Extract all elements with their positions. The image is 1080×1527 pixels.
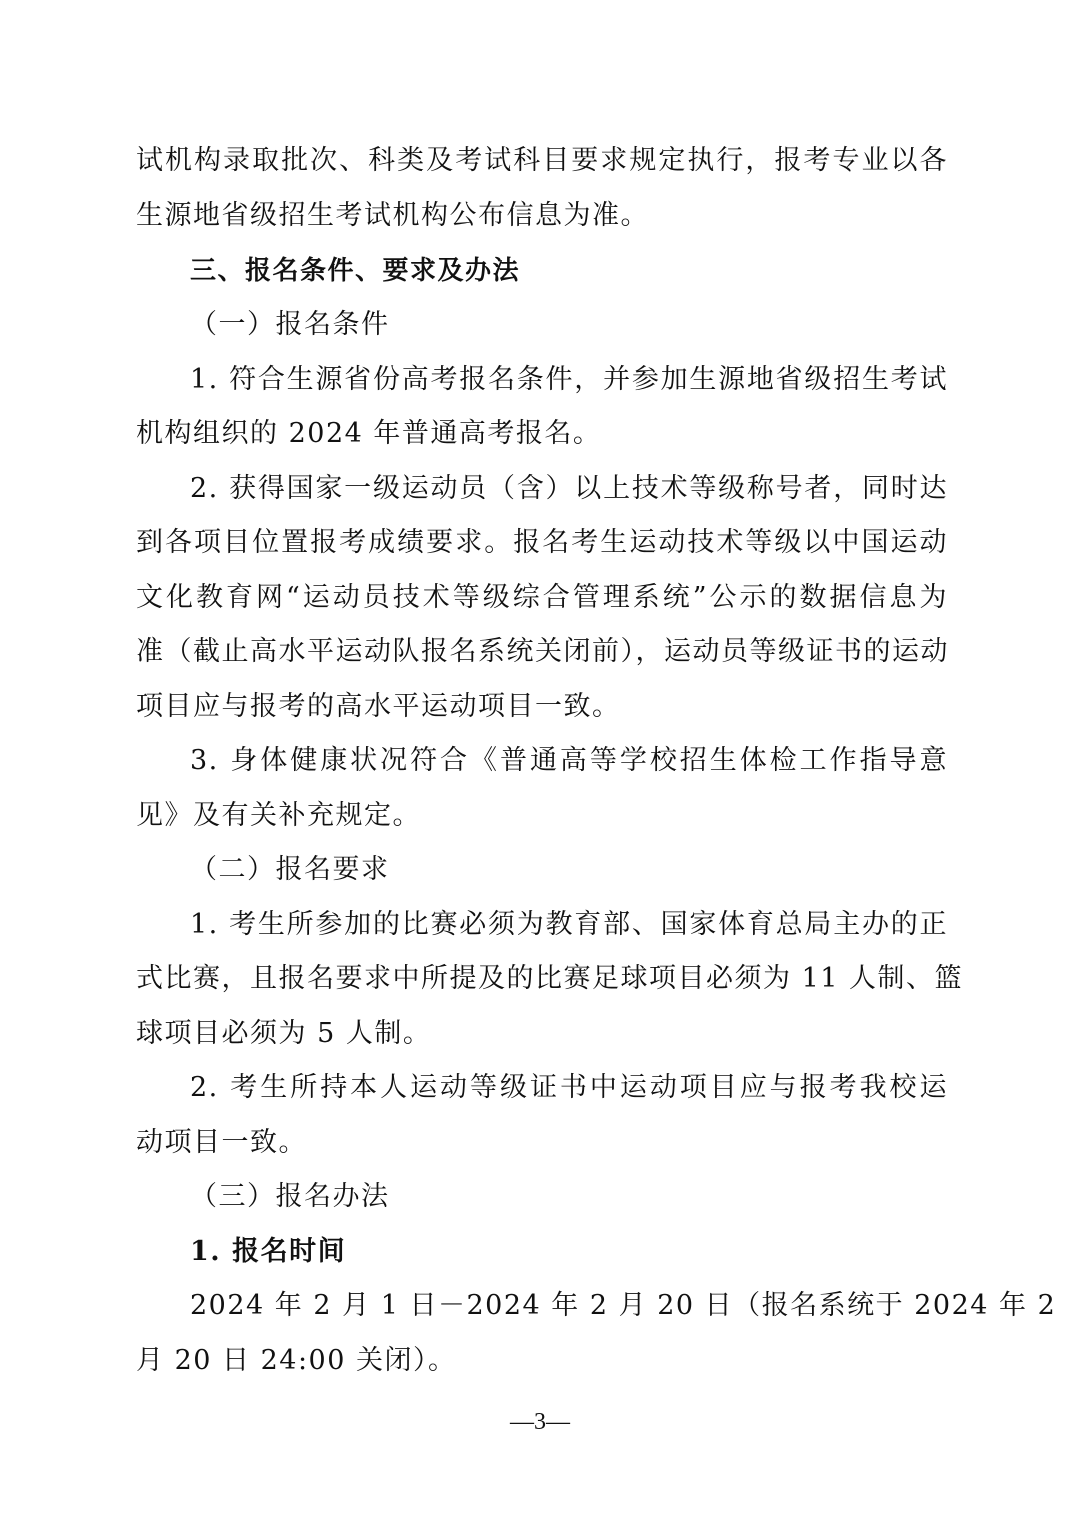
paragraph-line: 2. 获得国家一级运动员（含）以上技术等级称号者，同时达: [190, 473, 948, 504]
paragraph-line: 生源地省级招生考试机构公布信息为准。: [136, 200, 649, 231]
paragraph-line: 项目应与报考的高水平运动项目一致。: [136, 691, 621, 722]
paragraph-line: 2. 考生所持本人运动等级证书中运动项目应与报考我校运: [190, 1072, 948, 1103]
paragraph-line: 到各项目位置报考成绩要求。报名考生运动技术等级以中国运动: [136, 527, 948, 558]
subsection-heading: （二）报名要求: [190, 854, 390, 885]
paragraph-line: 月 20 日 24:00 关闭）。: [136, 1345, 457, 1376]
paragraph-line: 1. 考生所参加的比赛必须为教育部、国家体育总局主办的正: [190, 909, 948, 940]
subsection-heading: （一）报名条件: [190, 309, 390, 340]
paragraph-line: 准（截止高水平运动队报名系统关闭前），运动员等级证书的运动: [136, 636, 949, 667]
paragraph-line: 式比赛，且报名要求中所提及的比赛足球项目必须为 11 人制、篮: [136, 963, 964, 994]
paragraph-line: 球项目必须为 5 人制。: [136, 1018, 432, 1049]
section-heading: 三、报名条件、要求及办法: [190, 256, 521, 286]
paragraph-line: 见》及有关补充规定。: [136, 800, 421, 831]
item-heading: 1. 报名时间: [190, 1236, 347, 1267]
paragraph-line: 试机构录取批次、科类及考试科目要求规定执行，报考专业以各: [136, 145, 948, 176]
subsection-heading: （三）报名办法: [190, 1181, 390, 1212]
paragraph-line: 动项目一致。: [136, 1127, 307, 1158]
paragraph-line: 1. 符合生源省份高考报名条件，并参加生源地省级招生考试: [190, 364, 948, 395]
page-number: —3—: [510, 1409, 570, 1435]
paragraph-line: 机构组织的 2024 年普通高考报名。: [136, 418, 602, 449]
paragraph-line: 文化教育网“运动员技术等级综合管理系统”公示的数据信息为: [136, 582, 948, 613]
paragraph-line: 2024 年 2 月 1 日－2024 年 2 月 20 日（报名系统于 2024 年 2: [190, 1290, 1057, 1321]
paragraph-line: 3. 身体健康状况符合《普通高等学校招生体检工作指导意: [190, 745, 948, 776]
